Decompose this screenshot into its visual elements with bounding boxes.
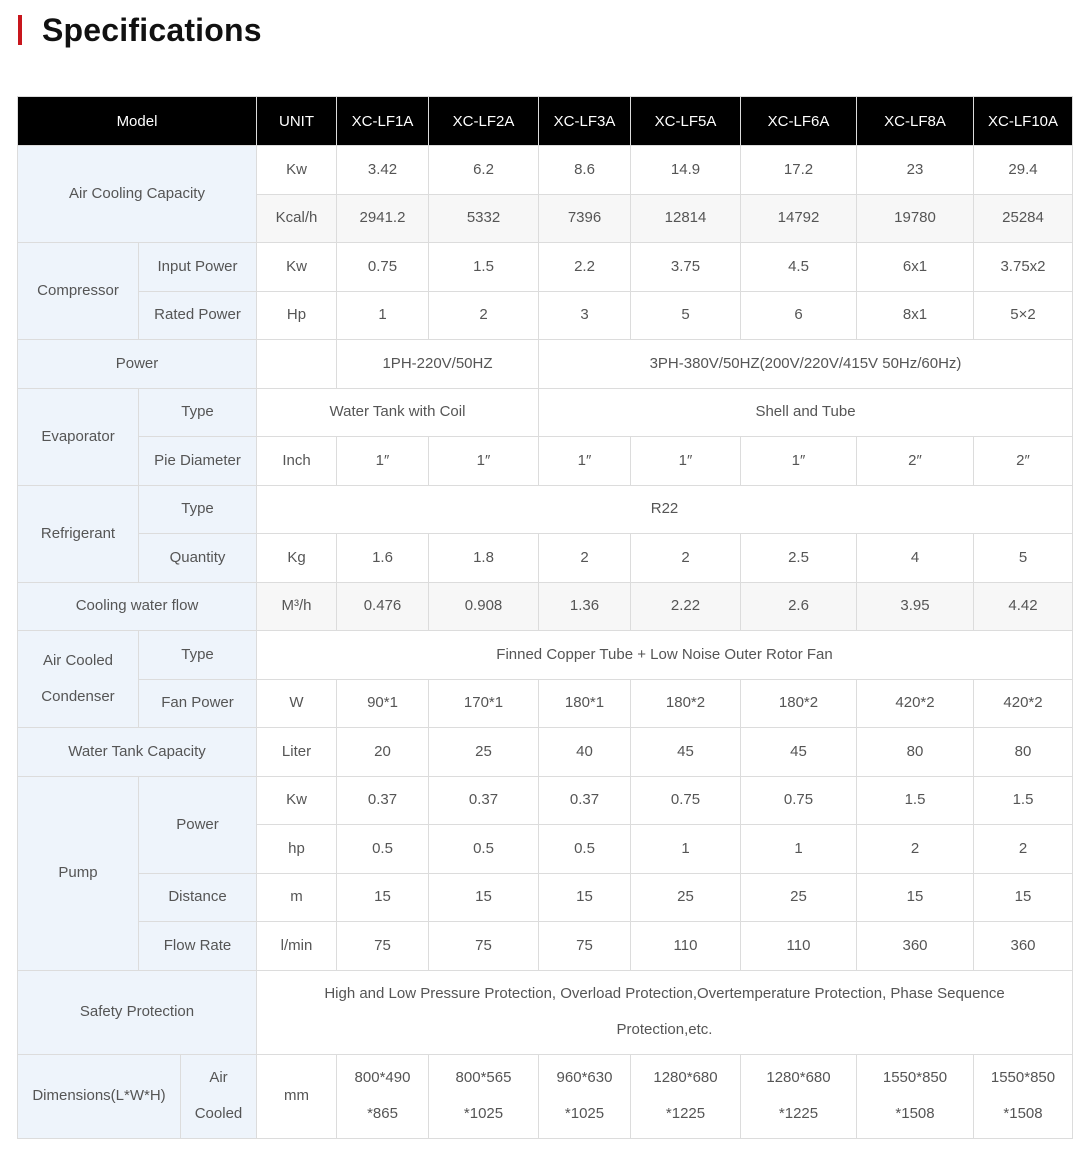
value-cell: 3.95 — [857, 582, 974, 631]
sub-label: Quantity — [139, 534, 257, 583]
value-cell: 1″ — [539, 437, 631, 486]
value-cell: 1″ — [337, 437, 429, 486]
table-row — [18, 776, 1073, 825]
heading-accent-bar — [18, 15, 22, 45]
value-cell: 1.36 — [539, 582, 631, 631]
value-cell: 170*1 — [429, 679, 539, 728]
page-title: Specifications — [42, 11, 262, 48]
value-cell: 960*630 *1025 — [539, 1054, 631, 1138]
value-cell: Shell and Tube — [539, 388, 1073, 437]
table-row — [18, 485, 1073, 534]
value-cell: 1280*680 *1225 — [631, 1054, 741, 1138]
table-row — [18, 146, 1073, 195]
table-row — [18, 340, 1073, 389]
value-cell: 5 — [631, 291, 741, 340]
header-model-name: XC-LF2A — [429, 97, 539, 146]
unit-cell: mm — [257, 1054, 337, 1138]
value-cell: 1 — [741, 825, 857, 874]
unit-cell: Kg — [257, 534, 337, 583]
value-cell: 2 — [429, 291, 539, 340]
unit-cell: m — [257, 873, 337, 922]
value-cell: 15 — [974, 873, 1073, 922]
value-cell: 6.2 — [429, 146, 539, 195]
sub-label: Rated Power — [139, 291, 257, 340]
value-cell: 6x1 — [857, 243, 974, 292]
value-cell: 17.2 — [741, 146, 857, 195]
unit-cell: Kw — [257, 146, 337, 195]
table-row — [18, 534, 1073, 583]
value-cell: 25 — [429, 728, 539, 777]
value-cell: 90*1 — [337, 679, 429, 728]
value-cell: 5×2 — [974, 291, 1073, 340]
sub-label: Type — [139, 631, 257, 680]
value-cell: 180*2 — [741, 679, 857, 728]
value-cell: 45 — [741, 728, 857, 777]
row-label: Cooling water flow — [18, 582, 257, 631]
value-cell: 1 — [337, 291, 429, 340]
sub-label: Power — [139, 776, 257, 873]
value-cell: 3PH-380V/50HZ(200V/220V/415V 50Hz/60Hz) — [539, 340, 1073, 389]
value-cell: 2.2 — [539, 243, 631, 292]
row-label: Evaporator — [18, 388, 139, 485]
unit-cell: M³/h — [257, 582, 337, 631]
value-cell: 1″ — [429, 437, 539, 486]
unit-cell — [257, 340, 337, 389]
value-cell: 19780 — [857, 194, 974, 243]
value-cell: 7396 — [539, 194, 631, 243]
header-model: Model — [18, 97, 257, 146]
value-cell: 110 — [631, 922, 741, 971]
row-label: Water Tank Capacity — [18, 728, 257, 777]
value-cell: 0.75 — [337, 243, 429, 292]
value-cell: 360 — [974, 922, 1073, 971]
header-model-name: XC-LF3A — [539, 97, 631, 146]
table-row — [18, 437, 1073, 486]
value-cell: 0.37 — [539, 776, 631, 825]
value-cell: 1550*850 *1508 — [974, 1054, 1073, 1138]
table-row — [18, 679, 1073, 728]
value-cell: 2″ — [857, 437, 974, 486]
value-cell: 3.75 — [631, 243, 741, 292]
unit-cell: l/min — [257, 922, 337, 971]
value-cell: 180*2 — [631, 679, 741, 728]
value-cell: 75 — [539, 922, 631, 971]
header-model-name: XC-LF8A — [857, 97, 974, 146]
value-cell: 2.22 — [631, 582, 741, 631]
value-cell: 1.6 — [337, 534, 429, 583]
table-row — [18, 582, 1073, 631]
table-row — [18, 922, 1073, 971]
value-cell: 23 — [857, 146, 974, 195]
value-cell: 4.42 — [974, 582, 1073, 631]
value-cell: 0.5 — [337, 825, 429, 874]
value-cell: 8.6 — [539, 146, 631, 195]
row-label: Safety Protection — [18, 970, 257, 1054]
value-cell: 15 — [539, 873, 631, 922]
value-cell: High and Low Pressure Protection, Overload Protection,Overtemperature Protection, Phase Sequence Protection,etc. — [257, 970, 1073, 1054]
sub-label: Distance — [139, 873, 257, 922]
value-cell: 3.75x2 — [974, 243, 1073, 292]
value-cell: 4.5 — [741, 243, 857, 292]
value-cell: Finned Copper Tube + Low Noise Outer Rotor Fan — [257, 631, 1073, 680]
value-cell: 2 — [539, 534, 631, 583]
value-cell: 5332 — [429, 194, 539, 243]
header-model-name: XC-LF5A — [631, 97, 741, 146]
value-cell: 180*1 — [539, 679, 631, 728]
value-cell: 1″ — [741, 437, 857, 486]
value-cell: 1″ — [631, 437, 741, 486]
table-row — [18, 388, 1073, 437]
unit-cell: Liter — [257, 728, 337, 777]
row-label: Power — [18, 340, 257, 389]
sub-label: Pie Diameter — [139, 437, 257, 486]
value-cell: 4 — [857, 534, 974, 583]
unit-cell: Kcal/h — [257, 194, 337, 243]
sub-label: Type — [139, 388, 257, 437]
sub-label-line: Cooled — [194, 1105, 243, 1122]
value-cell: 1280*680 *1225 — [741, 1054, 857, 1138]
header-model-name: XC-LF10A — [974, 97, 1073, 146]
header-row — [18, 97, 1073, 146]
row-label: Air Cooling Capacity — [18, 146, 257, 243]
value-cell: 29.4 — [974, 146, 1073, 195]
sub-label: Input Power — [139, 243, 257, 292]
value-cell: 15 — [857, 873, 974, 922]
value-cell: 2 — [974, 825, 1073, 874]
sub-label — [181, 1054, 257, 1138]
value-cell: 2.5 — [741, 534, 857, 583]
sub-label-line: Air — [209, 1069, 228, 1086]
value-cell: 0.75 — [741, 776, 857, 825]
value-cell: 14.9 — [631, 146, 741, 195]
unit-cell: W — [257, 679, 337, 728]
value-cell: 420*2 — [974, 679, 1073, 728]
value-cell: 75 — [429, 922, 539, 971]
value-cell: 6 — [741, 291, 857, 340]
value-cell: 0.37 — [429, 776, 539, 825]
table-row — [18, 873, 1073, 922]
header-model-name: XC-LF1A — [337, 97, 429, 146]
page-heading — [18, 10, 262, 50]
value-cell: 800*565 *1025 — [429, 1054, 539, 1138]
header-model-name: XC-LF6A — [741, 97, 857, 146]
value-cell: 360 — [857, 922, 974, 971]
value-cell: 1 — [631, 825, 741, 874]
value-cell: 45 — [631, 728, 741, 777]
value-cell: 420*2 — [857, 679, 974, 728]
row-label: Compressor — [18, 243, 139, 340]
value-cell: 12814 — [631, 194, 741, 243]
value-cell: 1.8 — [429, 534, 539, 583]
value-cell: 0.37 — [337, 776, 429, 825]
table-row — [18, 1054, 1073, 1138]
unit-cell: Inch — [257, 437, 337, 486]
row-label-line: Condenser — [41, 688, 115, 705]
value-cell: 1.5 — [429, 243, 539, 292]
value-cell: 3.42 — [337, 146, 429, 195]
value-cell: 0.5 — [429, 825, 539, 874]
value-cell: 1PH-220V/50HZ — [337, 340, 539, 389]
value-cell: 2″ — [974, 437, 1073, 486]
value-cell: R22 — [257, 485, 1073, 534]
value-cell: 0.75 — [631, 776, 741, 825]
value-cell: 14792 — [741, 194, 857, 243]
value-cell: 110 — [741, 922, 857, 971]
value-cell: 8x1 — [857, 291, 974, 340]
value-cell: 1.5 — [974, 776, 1073, 825]
value-cell: 1550*850 *1508 — [857, 1054, 974, 1138]
table-row — [18, 728, 1073, 777]
value-cell: 40 — [539, 728, 631, 777]
row-label — [18, 631, 139, 728]
unit-cell: Hp — [257, 291, 337, 340]
header-unit: UNIT — [257, 97, 337, 146]
value-cell: 2941.2 — [337, 194, 429, 243]
value-cell: 2.6 — [741, 582, 857, 631]
value-cell: 15 — [337, 873, 429, 922]
row-label: Refrigerant — [18, 485, 139, 582]
row-label: Dimensions(L*W*H) — [18, 1054, 181, 1138]
value-cell: 80 — [857, 728, 974, 777]
value-cell: 80 — [974, 728, 1073, 777]
table-row — [18, 291, 1073, 340]
row-label-line: Air Cooled — [42, 652, 114, 669]
value-cell: 3 — [539, 291, 631, 340]
unit-cell: hp — [257, 825, 337, 874]
value-cell: 1.5 — [857, 776, 974, 825]
table-row — [18, 970, 1073, 1054]
table-row — [18, 243, 1073, 292]
specifications-table — [17, 96, 1073, 1139]
value-cell: 0.476 — [337, 582, 429, 631]
value-cell: 25 — [741, 873, 857, 922]
table-row — [18, 631, 1073, 680]
value-cell: 2 — [857, 825, 974, 874]
row-label: Pump — [18, 776, 139, 970]
value-cell: 2 — [631, 534, 741, 583]
unit-cell: Kw — [257, 776, 337, 825]
value-cell: 25284 — [974, 194, 1073, 243]
unit-cell: Kw — [257, 243, 337, 292]
value-cell: 5 — [974, 534, 1073, 583]
value-cell: 15 — [429, 873, 539, 922]
value-cell: 75 — [337, 922, 429, 971]
value-cell: 20 — [337, 728, 429, 777]
value-cell: 0.5 — [539, 825, 631, 874]
sub-label: Flow Rate — [139, 922, 257, 971]
value-cell: 0.908 — [429, 582, 539, 631]
value-cell: 800*490 *865 — [337, 1054, 429, 1138]
sub-label: Type — [139, 485, 257, 534]
sub-label: Fan Power — [139, 679, 257, 728]
value-cell: 25 — [631, 873, 741, 922]
value-cell: Water Tank with Coil — [257, 388, 539, 437]
